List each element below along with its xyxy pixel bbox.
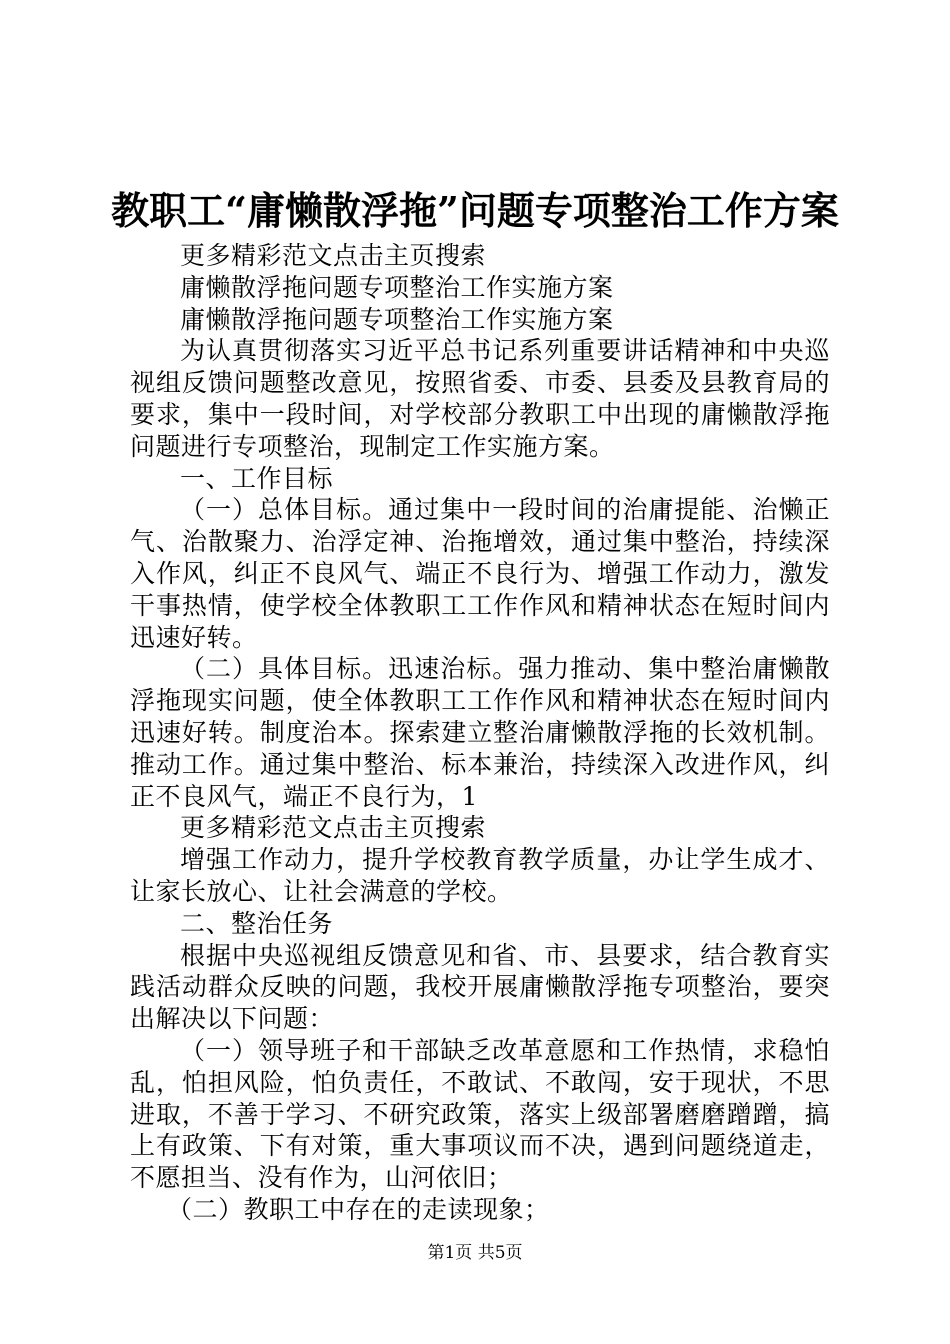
document-title: 教职工“庸懒散浮拖”问题专项整治工作方案 (111, 188, 839, 233)
body-paragraph: （二）具体目标。迅速治标。强力推动、集中整治庸懒散浮拖现实问题，使全体教职工工作作风和精神状态在短时间内迅速好转。制度治本。探索建立整治庸懒散浮拖的长效机制。推动工作。通过集中整治、标本兼治，持续深入改进作风，纠正不良风气，端正不良行为，1 (130, 654, 830, 811)
section-heading: 一、工作目标 (180, 463, 334, 493)
intro-paragraph: 为认真贯彻落实习近平总书记系列重要讲话精神和中央巡视组反馈问题整改意见，按照省委、市委、县委及县教育局的要求，集中一段时间，对学校部分教职工中出现的庸懒散浮拖问题进行专项整治，现制定工作实施方案。 (130, 336, 830, 461)
promo-line: 更多精彩范文点击主页搜索 (180, 813, 487, 843)
section-heading: 二、整治任务 (180, 908, 334, 938)
body-paragraph: 根据中央巡视组反馈意见和省、市、县要求，结合教育实践活动群众反映的问题，我校开展庸懒散浮拖专项整治，要突出解决以下问题： (130, 940, 830, 1034)
page-footer: 第1页 共5页 (427, 1243, 523, 1263)
subtitle-line: 庸懒散浮拖问题专项整治工作实施方案 (180, 304, 614, 334)
body-paragraph: 增强工作动力，提升学校教育教学质量，办让学生成才、让家长放心、让社会满意的学校。 (130, 845, 830, 906)
body-paragraph: （一）总体目标。通过集中一段时间的治庸提能、治懒正气、治散聚力、治浮定神、治拖增效，通过集中整治，持续深入作风，纠正不良风气、端正不良行为、增强工作动力，激发干事热情，使学校全体教职工工作作风和精神状态在短时间内迅速好转。 (130, 495, 830, 652)
document-body (130, 240, 830, 1226)
body-paragraph: （二）教职工中存在的走读现象； (167, 1194, 550, 1224)
body-paragraph: （一）领导班子和干部缺乏改革意愿和工作热情，求稳怕乱，怕担风险，怕负责任，不敢试、不敢闯，安于现状，不思进取，不善于学习、不研究政策，落实上级部署磨磨蹭蹭，搞上有政策、下有对策，重大事项议而不决，遇到问题绕道走，不愿担当、没有作为，山河依旧； (130, 1035, 830, 1193)
promo-line: 更多精彩范文点击主页搜索 (180, 241, 487, 270)
subtitle-line: 庸懒散浮拖问题专项整治工作实施方案 (180, 272, 614, 302)
